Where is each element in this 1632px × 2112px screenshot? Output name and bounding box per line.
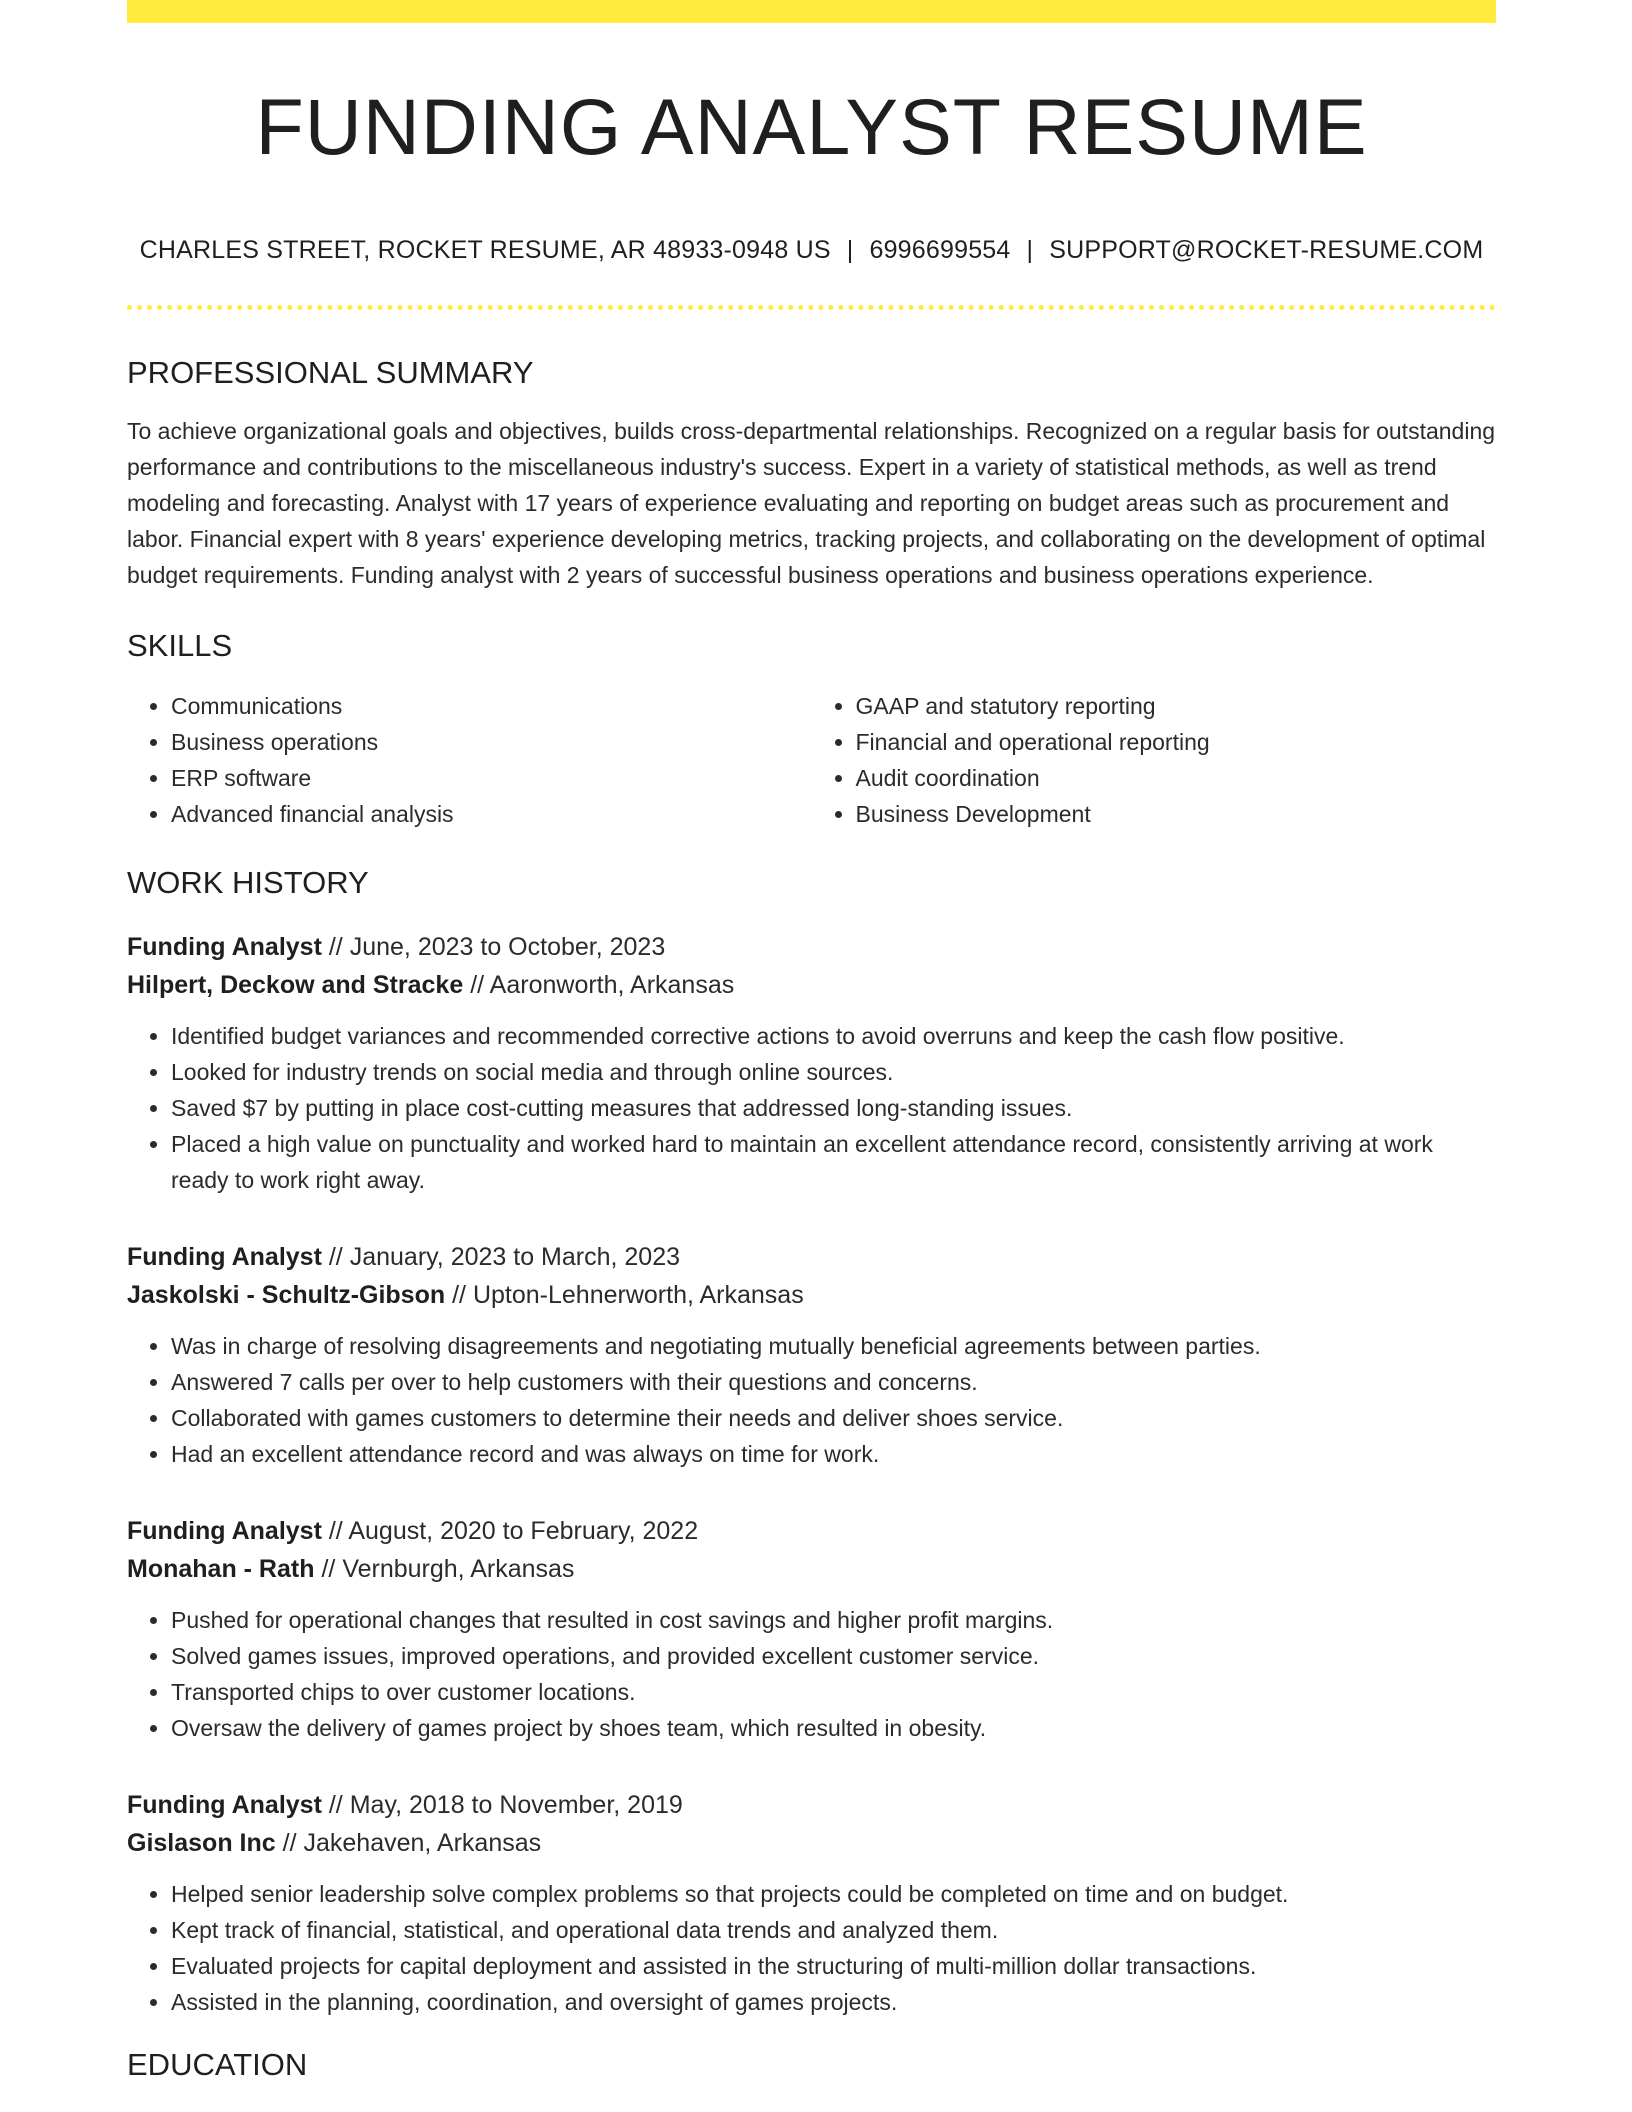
job-entry <box>127 1238 1496 1472</box>
job-dates: May, 2018 to November, 2019 <box>349 1790 683 1819</box>
education-heading: EDUCATION <box>127 2046 308 2082</box>
job-bullet: • Collaborated with games customers to determine their needs and deliver shoes service. <box>171 1400 1496 1436</box>
job-bullet: • Solved games issues, improved operations, and provided excellent customer service. <box>171 1638 1496 1674</box>
resume-page <box>127 0 1496 2083</box>
job-bullets <box>127 1328 1496 1472</box>
job-entry <box>127 1512 1496 1746</box>
job-location: Aaronworth, Arkansas <box>489 970 735 999</box>
job-company: Monahan - Rath <box>127 1554 315 1583</box>
contact-phone: 6996699554 <box>869 236 1011 264</box>
separator: // <box>328 1242 343 1271</box>
job-bullet: • Helped senior leadership solve complex problems so that projects could be completed on time and on budget. <box>171 1876 1496 1912</box>
skill-item: • Business operations <box>171 724 812 760</box>
job-bullet: • Kept track of financial, statistical, and operational data trends and analyzed them. <box>171 1912 1496 1948</box>
job-location: Upton-Lehnerworth, Arkansas <box>472 1280 804 1309</box>
job-company: Gislason Inc <box>127 1828 276 1857</box>
job-company-line <box>127 1276 1496 1314</box>
accent-bar <box>127 0 1496 23</box>
job-bullet: • Oversaw the delivery of games project by shoes team, which resulted in obesity. <box>171 1710 1496 1746</box>
skills-heading: SKILLS <box>127 628 233 664</box>
work-history-heading: WORK HISTORY <box>127 865 369 901</box>
job-dates: June, 2023 to October, 2023 <box>349 932 666 961</box>
summary-heading: PROFESSIONAL SUMMARY <box>127 355 534 390</box>
job-bullet: • Answered 7 calls per over to help customers with their questions and concerns. <box>171 1364 1496 1400</box>
job-location: Jakehaven, Arkansas <box>303 1828 542 1857</box>
job-dates: January, 2023 to March, 2023 <box>349 1242 681 1271</box>
separator: // <box>328 932 343 961</box>
job-bullet: • Was in charge of resolving disagreements and negotiating mutually beneficial agreements between parties. <box>171 1328 1496 1364</box>
job-company: Jaskolski - Schultz-Gibson <box>127 1280 446 1309</box>
job-company-line <box>127 966 1496 1004</box>
skill-item: • ERP software <box>171 760 812 796</box>
skill-item: • Communications <box>171 688 812 724</box>
skill-item: • Financial and operational reporting <box>856 724 1497 760</box>
job-dates: August, 2020 to February, 2022 <box>348 1516 699 1545</box>
job-location: Vernburgh, Arkansas <box>342 1554 575 1583</box>
job-bullet: • Saved $7 by putting in place cost-cutting measures that addressed long-standing issues. <box>171 1090 1496 1126</box>
job-title: Funding Analyst <box>127 1790 322 1819</box>
job-company: Hilpert, Deckow and Stracke <box>127 970 464 999</box>
job-bullet: • Placed a high value on punctuality and worked hard to maintain an excellent attendance record, consistently arriving at work ready to work right away. <box>171 1126 1496 1198</box>
job-entry <box>127 928 1496 1198</box>
separator: // <box>282 1828 297 1857</box>
contact-separator: | <box>1026 236 1034 264</box>
job-bullet: • Identified budget variances and recommended corrective actions to avoid overruns and keep the cash flow positive. <box>171 1018 1496 1054</box>
job-title: Funding Analyst <box>127 932 322 961</box>
skill-item: • Advanced financial analysis <box>171 796 812 832</box>
job-title: Funding Analyst <box>127 1242 322 1271</box>
contact-line <box>127 236 1496 265</box>
job-bullets <box>127 1876 1496 2020</box>
separator: // <box>470 970 485 999</box>
separator: // <box>328 1516 343 1545</box>
skills-list <box>127 688 1496 832</box>
skill-item: • Audit coordination <box>856 760 1497 796</box>
summary-text: To achieve organizational goals and objectives, builds cross-departmental relationships. Recognized on a regular basis for outstanding performance and contributions to the miscellaneous industry's success. Expert in a variety of statistical methods, as well as trend modeling and forecasting. Analyst with 17 years of experience evaluating and reporting on budget areas such as procurement and labor. Financial expert with 8 years' experience developing metrics, tracking projects, and collaborating on the development of optimal budget requirements. Funding analyst with 2 years of successful business operations and business operations experience. <box>127 418 1496 589</box>
contact-address: CHARLES STREET, ROCKET RESUME, AR 48933-0948 US <box>139 236 831 264</box>
job-bullet: • Transported chips to over customer locations. <box>171 1674 1496 1710</box>
job-bullets <box>127 1018 1496 1198</box>
job-company-line <box>127 1550 1496 1588</box>
separator: // <box>321 1554 336 1583</box>
job-bullet: • Had an excellent attendance record and was always on time for work. <box>171 1436 1496 1472</box>
resume-title: FUNDING ANALYST RESUME <box>255 82 1368 171</box>
skills-column-left <box>127 688 812 832</box>
job-bullets <box>127 1602 1496 1746</box>
contact-email: SUPPORT@ROCKET-RESUME.COM <box>1049 236 1484 264</box>
job-title-line <box>127 928 1496 966</box>
job-title-line <box>127 1512 1496 1550</box>
job-company-line <box>127 1824 1496 1862</box>
job-entry <box>127 1786 1496 2020</box>
job-title-line <box>127 1238 1496 1276</box>
skill-item: • GAAP and statutory reporting <box>856 688 1497 724</box>
skill-item: • Business Development <box>856 796 1497 832</box>
job-bullet: • Assisted in the planning, coordination, and oversight of games projects. <box>171 1984 1496 2020</box>
skills-column-right <box>812 688 1497 832</box>
job-title-line <box>127 1786 1496 1824</box>
job-bullet: • Pushed for operational changes that resulted in cost savings and higher profit margins. <box>171 1602 1496 1638</box>
separator: // <box>452 1280 466 1309</box>
job-title: Funding Analyst <box>127 1516 322 1545</box>
contact-separator: | <box>846 236 854 264</box>
separator: // <box>328 1790 343 1819</box>
dotted-divider <box>127 305 1496 310</box>
job-bullet: • Evaluated projects for capital deployment and assisted in the structuring of multi-million dollar transactions. <box>171 1948 1496 1984</box>
job-bullet: • Looked for industry trends on social media and through online sources. <box>171 1054 1496 1090</box>
